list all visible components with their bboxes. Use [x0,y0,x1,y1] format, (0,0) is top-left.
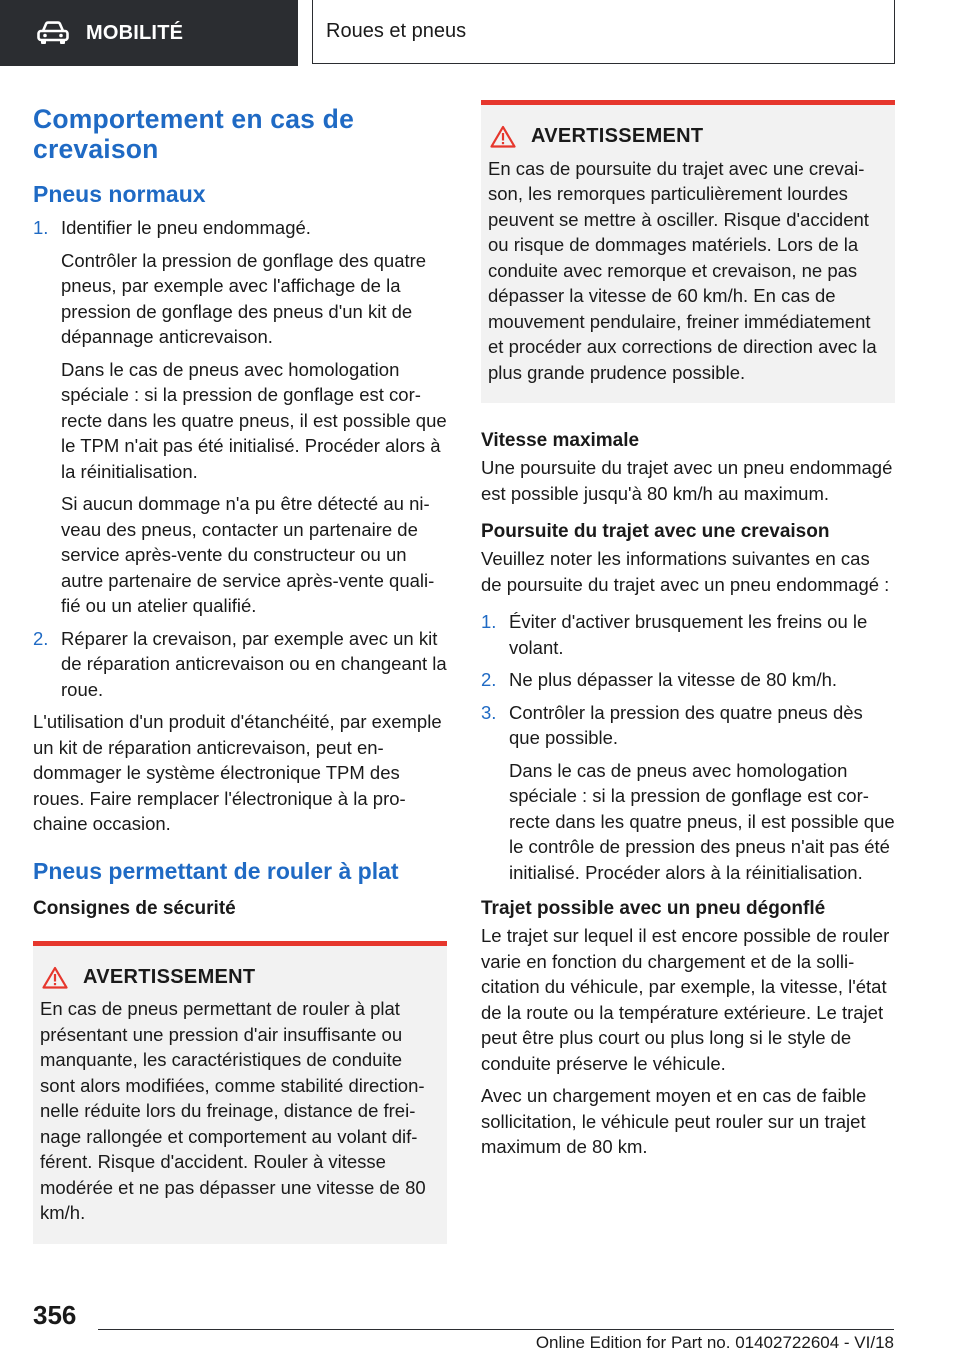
continue-steps [481,609,895,885]
continue-intro: Veuillez noter les informations suivantes en cas de poursuite du trajet avec un pneu endommagé : [481,548,890,595]
list-item [481,609,895,660]
list-item [33,626,447,703]
deflated-text-2: Avec un chargement moyen et en cas de faible sollicitation, le véhicule peut rouler sur un trajet maximum de 80 km. [481,1085,867,1157]
deflated-text: Le trajet sur lequel il est encore possible de rouler varie en fonction du chargement et de la sollicitation du véhicule, par exemple, la vitesse, l'état de la route ou la température extérieure. Le trajet peut être plus court ou plus long si le style de conduite préserve le véhicule. [481,925,890,1074]
warning-triangle-icon [490,125,516,148]
chapter-box [312,0,895,64]
step-number: 3. [481,701,497,723]
step-number: 1. [481,611,497,632]
warning-text: En cas de poursuite du trajet avec une crevaison, les remorques particulièrement lourdes peuvent se mettre à osciller. Risque d'accident ou risque de dommages matériels. Lors de la conduite avec remorque et crevaison, ne pas dépasser la vitesse de 60 km/h. En cas de mouvement pendulaire, freiner immédiatement et procéder aux corrections de direction avec la plus grande prudence possible. [488,157,877,383]
step-note: Dans le cas de pneus avec homologation spéciale : si la pression de gonflage est correcte dans les quatre pneus, il est possible que le contrôle de pression des pneus n'ait pas été initialisé. Procéder alors à la réinitialisation. [509,759,895,883]
page-title: Comportement en cas de crevaison [33,104,355,164]
warning-header [40,965,439,991]
list-item [33,215,447,619]
tpm-paragraph: L'utilisation d'un produit d'étanchéité, par exemple un kit de réparation anticrevaison, peut endommager le système électronique TPM des roues. Faire remplacer l'électronique à la prochaine occasion. [33,711,442,834]
warning-triangle-icon [42,966,68,989]
step-text: Ne plus dépasser la vitesse de 80 km/h. [509,669,838,690]
warning-box [33,941,447,1244]
step-text: Réparer la crevaison, par exemple avec un kit de réparation anticrevaison ou en changeant la roue. [61,627,447,700]
right-column [481,100,895,1167]
warning-box [481,100,895,403]
vmax-text: Une poursuite du trajet avec un pneu endommagé est possible jusqu'à 80 km/h au maximum. [481,457,893,504]
section-label: MOBILITÉ [86,21,184,44]
list-item [481,700,895,886]
step-note: Contrôler la pression de gonflage des quatre pneus, par exemple avec l'affichage de la pression de gonflage des pneus d'un kit de dépannage anticrevaison. [61,249,427,347]
subheading-normal-tires: Pneus normaux [33,181,206,207]
step-text: Identifier le pneu endommagé. [61,217,311,238]
step-number: 2. [481,669,497,690]
step-number: 2. [33,627,49,649]
warning-text: En cas de pneus permettant de rouler à plat présentant une pression d'air insuffisante ou manquante, les caractéristiques de conduite sont alors modifiées, comme stabilité directionnelle réduite lors du freinage, distance de freinage rallongée et comportement au volant différent. Risque d'accident. Rouler à vitesse modérée et ne pas dépasser une vitesse de 80 km/h. [40,998,426,1223]
left-column [33,100,447,1244]
step-note: Dans le cas de pneus avec homologation spéciale : si la pression de gonflage est correcte dans les quatre pneus, il est possible que le TPM n'ait pas été initialisé. Procéder alors à la réinitialisation. [61,358,447,482]
continue-heading: Poursuite du trajet avec une crevaison [481,521,830,542]
step-note: Si aucun dommage n'a pu être détecté au niveau des pneus, contacter un partenaire de service après-vente du constructeur ou un autre partenaire de service après-vente qualifié ou un atelier qualifié. [61,493,435,616]
step-text: Contrôler la pression des quatre pneus dès que possible. [509,701,863,748]
footer-divider [98,1329,894,1330]
edition-label: Online Edition for Part no. 01402722604 - VI/18 [535,1333,894,1352]
page-number: 356 [33,1300,77,1330]
warning-title: AVERTISSEMENT [531,125,704,147]
car-icon [36,21,70,45]
normal-tires-steps [33,215,447,702]
warning-title: AVERTISSEMENT [83,965,256,988]
safety-heading: Consignes de sécurité [33,897,236,919]
deflated-heading: Trajet possible avec un pneu dégonflé [481,898,826,919]
list-item [481,667,895,693]
step-text: Éviter d'activer brusquement les freins ou le volant. [509,611,868,658]
chapter-label: Roues et pneus [326,20,467,42]
subheading-runflat: Pneus permettant de rouler à plat [33,857,399,884]
step-number: 1. [33,217,49,238]
vmax-heading: Vitesse maximale [481,430,640,451]
warning-header [488,124,887,150]
section-tab [0,0,298,66]
page-header [0,0,960,66]
